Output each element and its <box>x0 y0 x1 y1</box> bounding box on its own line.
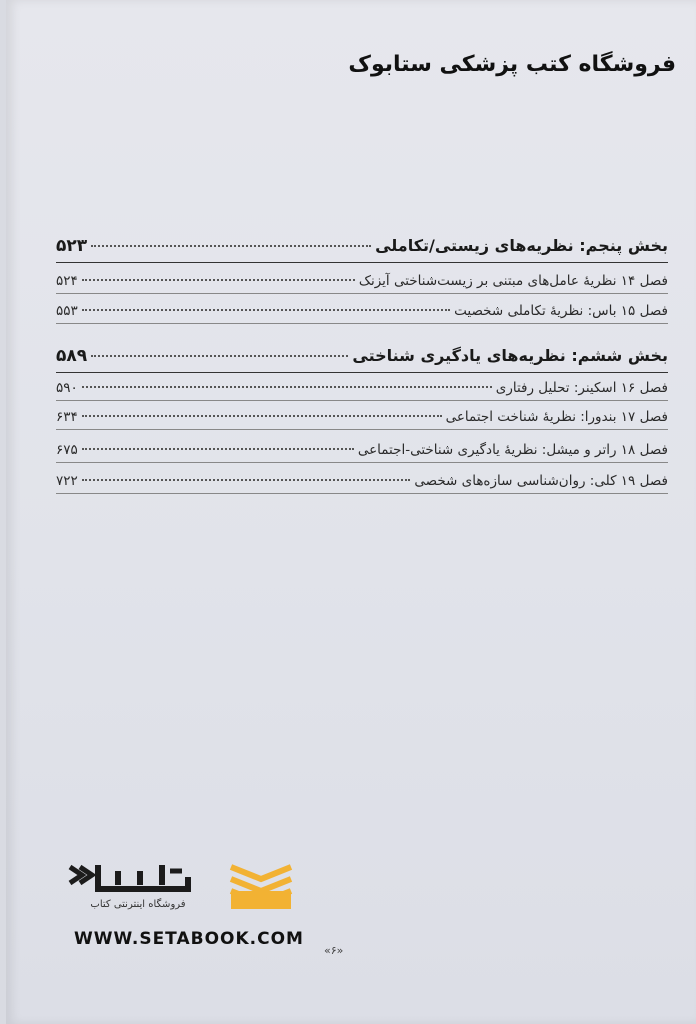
chapter-title: فصل ۱۹ کلی: روان‌شناسی سازه‌های شخصی <box>414 473 668 489</box>
chapter-page: ۵۹۰ <box>56 380 78 396</box>
toc-section-heading[interactable] <box>56 236 668 256</box>
show-through-text <box>426 82 432 103</box>
divider <box>56 400 668 401</box>
divider <box>56 493 668 494</box>
chapter-page: ۵۲۴ <box>56 273 78 289</box>
divider <box>56 429 668 430</box>
setabook-logo <box>66 855 306 925</box>
logo-tagline: فروشگاه اینترنتی کتاب <box>90 899 186 910</box>
toc-chapter-row[interactable] <box>56 409 668 425</box>
divider <box>56 262 668 263</box>
divider <box>56 323 668 324</box>
leader-dots <box>82 415 442 417</box>
leader-dots <box>91 245 371 247</box>
chapter-title: فصل ۱۷ بندورا: نظریهٔ شناخت اجتماعی <box>445 409 668 425</box>
toc-chapter-row[interactable] <box>56 303 668 319</box>
page-number: «۶» <box>324 944 344 957</box>
logo-text <box>126 855 129 856</box>
chapter-page: ۶۳۴ <box>56 409 78 425</box>
section-title: بخش ششم: نظریه‌های یادگیری شناختی <box>352 346 668 365</box>
chapter-title: فصل ۱۴ نظریهٔ عامل‌های مبتنی بر زیست‌شناختی آیزنک <box>358 273 668 289</box>
chapter-page: ۶۷۵ <box>56 442 78 458</box>
toc-chapter-row[interactable] <box>56 273 668 289</box>
divider <box>56 462 668 463</box>
leader-dots <box>82 309 450 311</box>
chapter-page: ۷۲۲ <box>56 473 78 489</box>
chapter-page: ۵۵۳ <box>56 303 78 319</box>
chapter-title: فصل ۱۵ باس: نظریهٔ تکاملی شخصیت <box>454 303 668 319</box>
setabook-logo-graphic <box>66 855 306 925</box>
leader-dots <box>82 386 492 388</box>
leader-dots <box>82 448 354 450</box>
chapter-title: فصل ۱۸ راتر و میشل: نظریهٔ یادگیری شناختی-اجتماعی <box>357 442 668 458</box>
divider <box>56 293 668 294</box>
leader-dots <box>91 355 348 357</box>
toc-part6 <box>56 346 668 366</box>
toc-section-heading[interactable] <box>56 346 668 366</box>
chapter-title: فصل ۱۶ اسکینر: تحلیل رفتاری <box>495 380 668 396</box>
leader-dots <box>82 279 355 281</box>
store-title: فروشگاه کتب پزشکی ستابوک <box>348 52 676 77</box>
divider <box>56 372 668 373</box>
leader-dots <box>82 479 411 481</box>
toc-part5 <box>56 236 668 256</box>
toc-chapter-row[interactable] <box>56 442 668 458</box>
toc-chapter-row[interactable] <box>56 380 668 396</box>
section-page: ۵۸۹ <box>56 346 88 366</box>
website-url[interactable]: WWW.SETABOOK.COM <box>74 929 304 949</box>
book-page <box>6 0 696 1024</box>
section-page: ۵۲۳ <box>56 236 88 256</box>
section-title: بخش پنجم: نظریه‌های زیستی/تکاملی <box>375 236 668 255</box>
toc-chapter-row[interactable] <box>56 473 668 489</box>
